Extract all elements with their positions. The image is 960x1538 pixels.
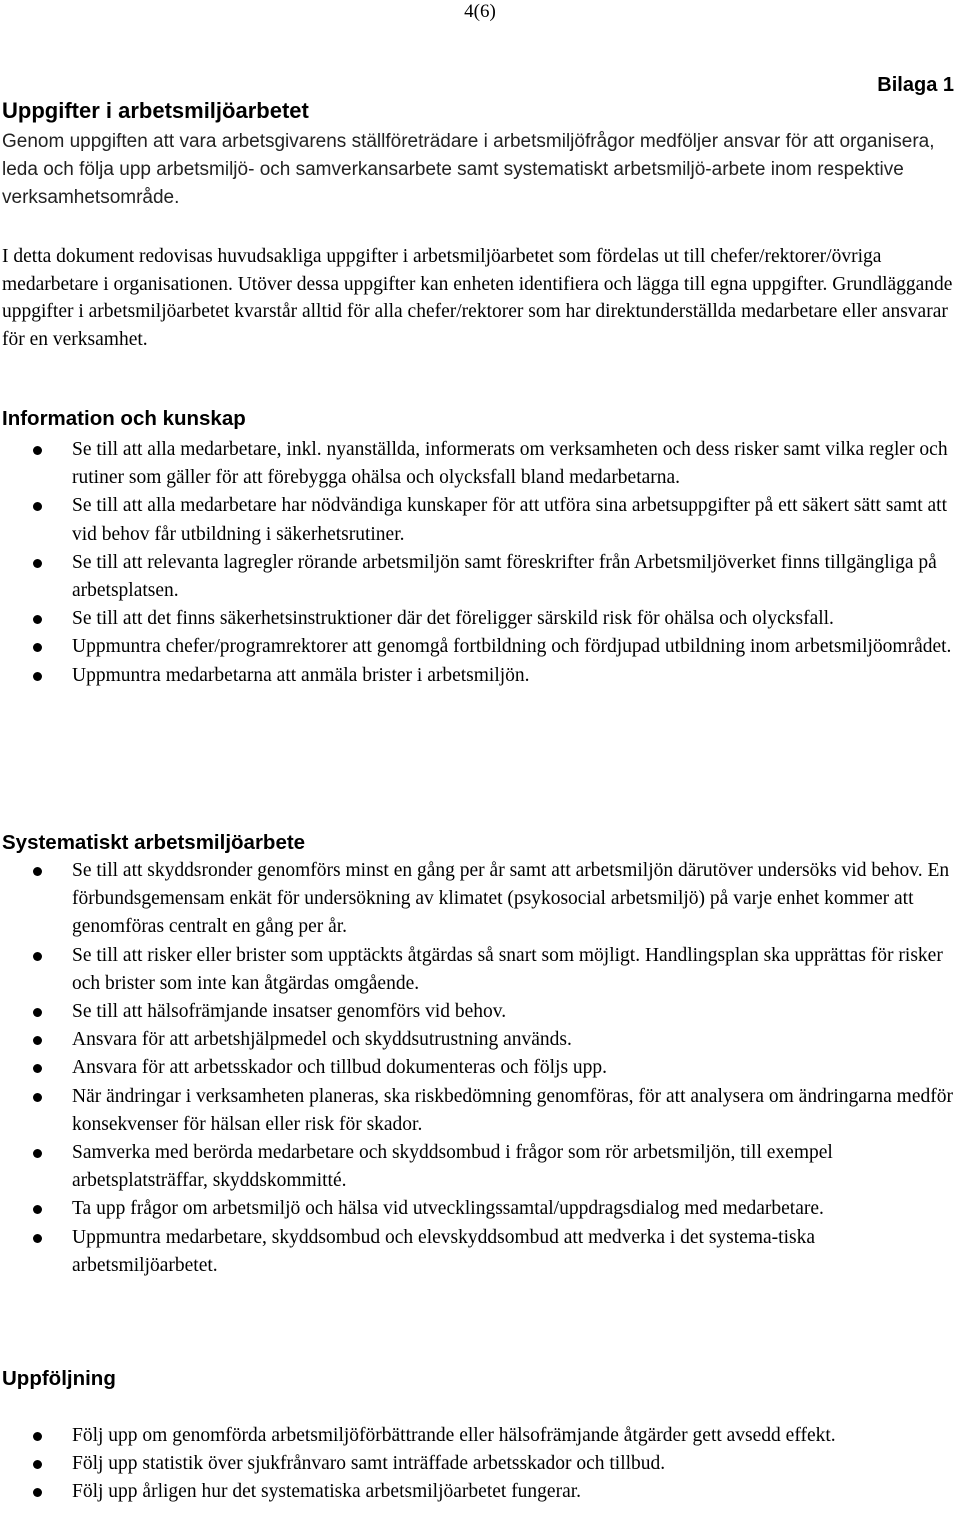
list-item: Se till att hälsofrämjande insatser genomförs vid behov. [0,998,954,1026]
list-item: Följ upp årligen hur det systematiska arbetsmiljöarbetet fungerar. [0,1478,954,1506]
list-item: Ansvara för att arbetshjälpmedel och skyddsutrustning används. [0,1026,954,1054]
list-item: När ändringar i verksamheten planeras, ska riskbedömning genomföras, för att analysera om ändringarna medför konsekvenser för hälsan eller risk för skador. [0,1083,954,1139]
list-item: Se till att alla medarbetare har nödvändiga kunskaper för att utföra sina arbetsuppgifter på ett säkert sätt samt att vid behov får utbildning i säkerhetsrutiner. [0,492,954,548]
list-item: Samverka med berörda medarbetare och skyddsombud i frågor som rör arbetsmiljön, till exempel arbetsplatsträffar, skyddskommitté. [0,1139,954,1195]
list-item: Se till att relevanta lagregler rörande arbetsmiljön samt föreskrifter från Arbetsmiljöverket finns tillgängliga på arbetsplatsen. [0,549,954,605]
systematic-list [0,857,954,1280]
page-number: 4(6) [464,1,496,22]
appendix-label: Bilaga 1 [877,74,954,96]
information-list [0,436,954,690]
intro-paragraph: Genom uppgiften att vara arbetsgivarens ställföreträdare i arbetsmiljöfrågor medföljer ansvar för att organisera, leda och följa upp arbetsmiljö- och samverkansarbete samt systematiskt arbetsmiljö-arbete inom respektive verksamhetsområde. [2,131,935,208]
section-heading-information: Information och kunskap [2,407,246,430]
list-item: Se till att det finns säkerhetsinstruktioner där det föreligger särskild risk för ohälsa och olycksfall. [0,605,954,633]
list-item: Följ upp statistik över sjukfrånvaro samt inträffade arbetsskador och tillbud. [0,1450,954,1478]
list-item: Följ upp om genomförda arbetsmiljöförbättrande eller hälsofrämjande åtgärder gett avsedd effekt. [0,1422,954,1450]
list-item: Uppmuntra medarbetarna att anmäla brister i arbetsmiljön. [0,662,954,690]
list-item: Se till att alla medarbetare, inkl. nyanställda, informerats om verksamheten och dess risker samt vilka regler och rutiner som gäller för att förebygga ohälsa och olycksfall bland medarbetarna. [0,436,954,492]
list-item: Se till att skyddsronder genomförs minst en gång per år samt att arbetsmiljön därutöver undersöks vid behov. En förbundsgemensam enkät för undersökning av klimatet (psykosocial arbetsmiljö) på varje enhet kommer att genomföras centralt en gång per år. [0,857,954,942]
list-item: Ta upp frågor om arbetsmiljö och hälsa vid utvecklingssamtal/uppdragsdialog med medarbetare. [0,1195,954,1223]
document-title: Uppgifter i arbetsmiljöarbetet [2,98,309,123]
list-item: Uppmuntra medarbetare, skyddsombud och elevskyddsombud att medverka i det systema-tiska arbetsmiljöarbetet. [0,1224,954,1280]
description-paragraph: I detta dokument redovisas huvudsakliga uppgifter i arbetsmiljöarbetet som fördelas ut till chefer/rektorer/övriga medarbetare i organisationen. Utöver dessa uppgifter kan enheten identifiera och lägga till egna uppgifter. Grundläggande uppgifter i arbetsmiljöarbetet kvarstår alltid för alla chefer/rektorer som har direktunderställda medarbetare eller ansvarar för en verksamhet. [2,246,953,350]
section-heading-systematic: Systematiskt arbetsmiljöarbete [2,831,306,854]
list-item: Ansvara för att arbetsskador och tillbud dokumenteras och följs upp. [0,1054,954,1082]
section-heading-followup: Uppföljning [2,1367,116,1390]
list-item: Uppmuntra chefer/programrektorer att genomgå fortbildning och fördjupad utbildning inom arbetsmiljöområdet. [0,633,954,661]
list-item: Se till att risker eller brister som upptäckts åtgärdas så snart som möjligt. Handlingsplan ska upprättas för risker och brister som inte kan åtgärdas omgående. [0,942,954,998]
followup-list [0,1422,954,1507]
